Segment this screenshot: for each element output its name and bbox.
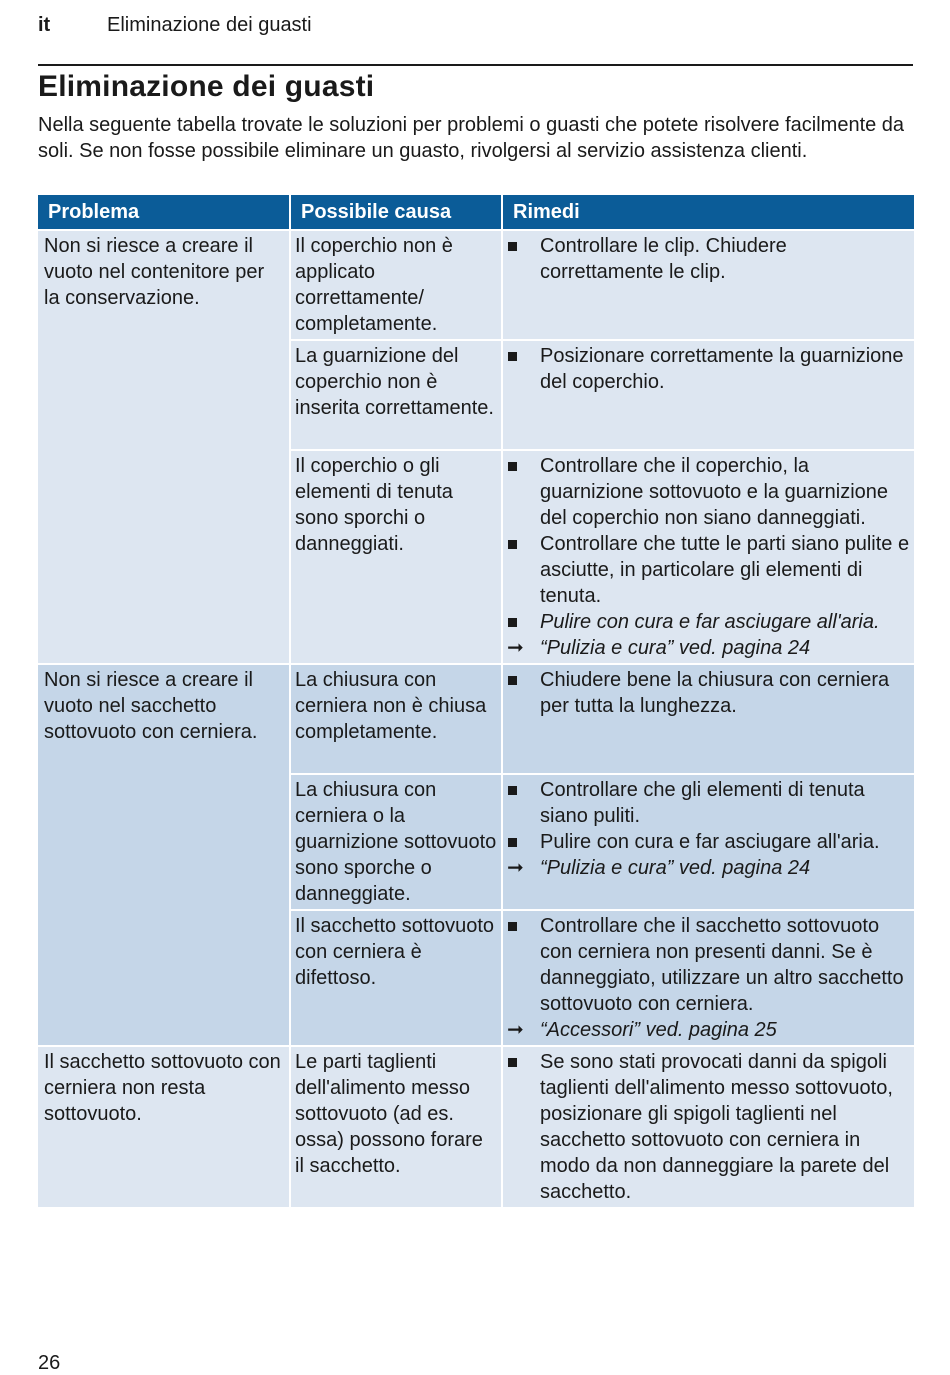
- cause-cell: La guarnizione del coperchio non è inserita correttamente.: [290, 340, 502, 450]
- language-code: it: [38, 14, 51, 36]
- intro-paragraph: Nella seguente tabella trovate le soluzioni per problemi o guasti che potete risolvere facilmente da soli. Se non fosse possibile eliminare un guasto, rivolgersi al servizio assistenza clienti.: [38, 114, 905, 162]
- bullet-icon: [508, 786, 517, 795]
- remedies-cell: [502, 230, 914, 340]
- cause-cell: Le parti taglienti dell'alimento messo sottovuoto (ad es. ossa) possono forare il sacchetto.: [290, 1046, 502, 1208]
- cause-cell: Il coperchio non è applicato correttamente/ completamente.: [290, 230, 502, 340]
- column-header-cause: Possibile causa: [290, 195, 502, 230]
- problem-cell: Non si riesce a creare il vuoto nel sacchetto sottovuoto con cerniera.: [38, 664, 290, 1046]
- arrow-right-icon: ➞: [507, 857, 524, 879]
- cause-cell: La chiusura con cerniera non è chiusa completamente.: [290, 664, 502, 774]
- remedy-item: Posizionare correttamente la guarnizione del coperchio.: [507, 343, 910, 395]
- remedy-item: Controllare che gli elementi di tenuta siano puliti.: [507, 777, 910, 829]
- table-header-row: [38, 195, 914, 230]
- remedies-cell: [502, 774, 914, 910]
- bullet-icon: [508, 618, 517, 627]
- troubleshooting-table: [38, 195, 914, 1209]
- bullet-icon: [508, 462, 517, 471]
- page-number: 26: [38, 1352, 61, 1374]
- remedies-cell: [502, 910, 914, 1046]
- bullet-icon: [508, 838, 517, 847]
- remedies-cell: [502, 450, 914, 664]
- page-reference: ➞ “Pulizia e cura” ved. pagina 24: [507, 857, 811, 879]
- table-row: [38, 230, 914, 340]
- remedy-item: Controllare che tutte le parti siano pulite e asciutte, in particolare gli elementi di tenuta.: [507, 531, 910, 609]
- remedy-item: Chiudere bene la chiusura con cerniera per tutta la lunghezza.: [507, 667, 910, 719]
- table-row: [38, 1046, 914, 1208]
- remedy-item: Pulire con cura e far asciugare all'aria.: [507, 609, 910, 635]
- arrow-right-icon: ➞: [507, 1019, 524, 1041]
- remedies-cell: [502, 664, 914, 774]
- bullet-icon: [508, 352, 517, 361]
- bullet-icon: [508, 922, 517, 931]
- remedies-cell: [502, 340, 914, 450]
- remedy-item: Controllare che il sacchetto sottovuoto con cerniera non presenti danni. Se è danneggiato, utilizzare un altro sacchetto sottovuoto con cerniera.: [507, 913, 910, 1017]
- problem-cell: Non si riesce a creare il vuoto nel contenitore per la conservazione.: [38, 230, 290, 664]
- bullet-icon: [508, 676, 517, 685]
- cause-cell: La chiusura con cerniera o la guarnizione sottovuoto sono sporche o danneggiate.: [290, 774, 502, 910]
- cause-cell: Il sacchetto sottovuoto con cerniera è difettoso.: [290, 910, 502, 1046]
- page-title: Eliminazione dei guasti: [38, 70, 375, 103]
- remedies-cell: [502, 1046, 914, 1208]
- problem-cell: Il sacchetto sottovuoto con cerniera non resta sottovuoto.: [38, 1046, 290, 1208]
- bullet-icon: [508, 1058, 517, 1067]
- bullet-icon: [508, 540, 517, 549]
- remedy-item: Se sono stati provocati danni da spigoli taglienti dell'alimento messo sottovuoto, posizionare gli spigoli taglienti nel sacchetto sottovuoto con cerniera in modo da non danneggiare la parete del sacchetto.: [507, 1049, 910, 1205]
- table-row: [38, 664, 914, 774]
- column-header-remedies: Rimedi: [502, 195, 914, 230]
- column-header-problem: Problema: [38, 195, 290, 230]
- remedy-item: Pulire con cura e far asciugare all'aria.: [507, 829, 910, 855]
- header-rule: [38, 64, 913, 66]
- remedy-item: Controllare le clip. Chiudere correttamente le clip.: [507, 233, 910, 285]
- cause-cell: Il coperchio o gli elementi di tenuta sono sporchi o danneggiati.: [290, 450, 502, 664]
- remedy-item: Controllare che il coperchio, la guarnizione sottovuoto e la guarnizione del coperchio non siano danneggiati.: [507, 453, 910, 531]
- section-title: Eliminazione dei guasti: [107, 14, 312, 36]
- arrow-right-icon: ➞: [507, 637, 524, 659]
- bullet-icon: [508, 242, 517, 251]
- page-reference: ➞ “Accessori” ved. pagina 25: [507, 1019, 777, 1041]
- page-reference: ➞ “Pulizia e cura” ved. pagina 24: [507, 637, 811, 659]
